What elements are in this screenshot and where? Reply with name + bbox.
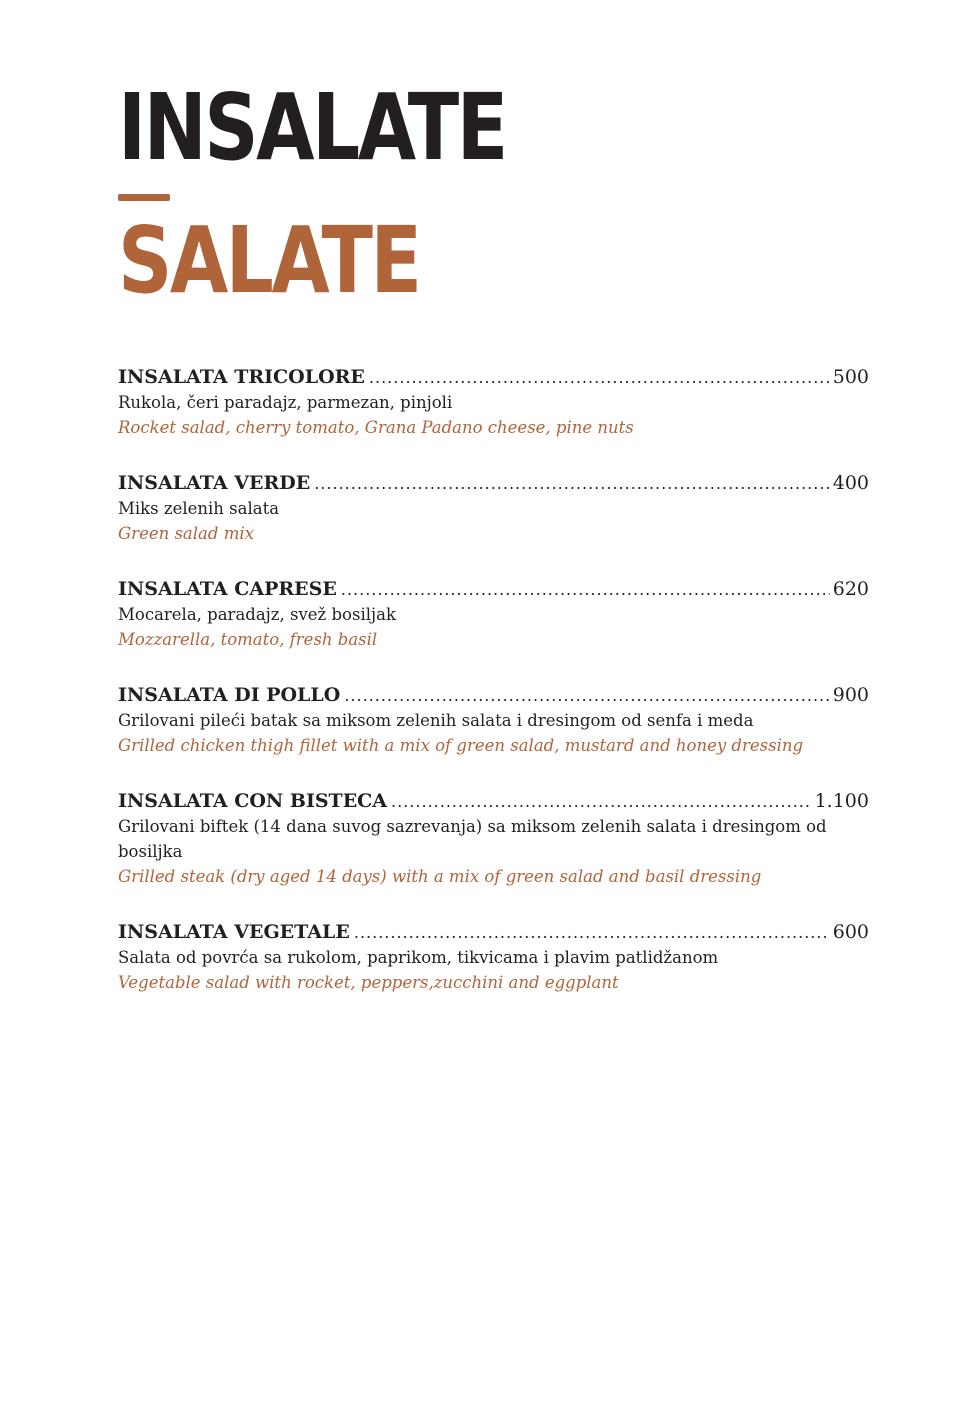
menu-item-description-serbian: Grilovani pileći batak sa miksom zelenih salata i dresingom od senfa i meda [118, 711, 754, 730]
dot-leader [341, 577, 830, 602]
menu-item-description-english: Green salad mix [118, 524, 254, 543]
dot-leader [314, 471, 830, 496]
menu-item-name: INSALATA CON BISTECA [118, 790, 388, 812]
menu-item-header [118, 365, 869, 390]
menu-item-description-english: Mozzarella, tomato, fresh basil [118, 630, 378, 649]
menu-item [118, 577, 869, 652]
dot-leader [344, 683, 829, 708]
menu-item-description-serbian: Grilovani biftek (14 dana suvog sazrevanja) sa miksom zelenih salata i dresingom od bosiljka [118, 817, 827, 861]
title-divider [118, 194, 170, 201]
menu-item-header [118, 789, 869, 814]
menu-item-price: 620 [832, 578, 869, 600]
menu-item-header [118, 683, 869, 708]
menu-items-list [118, 365, 869, 1026]
menu-item-price: 400 [832, 472, 869, 494]
menu-item [118, 471, 869, 546]
menu-item-description-english: Grilled steak (dry aged 14 days) with a mix of green salad and basil dressing [118, 867, 762, 886]
menu-item-price: 900 [832, 684, 869, 706]
dot-leader [354, 920, 830, 945]
menu-item [118, 789, 869, 889]
menu-item-description-serbian: Mocarela, paradajz, svež bosiljak [118, 605, 396, 624]
menu-item-price: 600 [832, 921, 869, 943]
menu-page [118, 74, 869, 992]
menu-item-name: INSALATA TRICOLORE [118, 366, 365, 388]
menu-item-header [118, 471, 869, 496]
menu-item-name: INSALATA DI POLLO [118, 684, 341, 706]
menu-item [118, 365, 869, 440]
section-title-italian: INSALATE [118, 74, 506, 181]
menu-item-price: 1.100 [814, 790, 869, 812]
dot-leader [391, 789, 812, 814]
section-title-serbian: SALATE [118, 207, 420, 314]
menu-item-description-english: Grilled chicken thigh fillet with a mix of green salad, mustard and honey dressing [118, 736, 804, 755]
dot-leader [369, 365, 830, 390]
menu-item-name: INSALATA VERDE [118, 472, 311, 494]
menu-item-description-serbian: Rukola, čeri paradajz, parmezan, pinjoli [118, 393, 453, 412]
menu-item-name: INSALATA VEGETALE [118, 921, 350, 943]
menu-item-description-english: Vegetable salad with rocket, peppers,zucchini and eggplant [118, 973, 619, 992]
menu-item-name: INSALATA CAPRESE [118, 578, 337, 600]
menu-item-description-english: Rocket salad, cherry tomato, Grana Padano cheese, pine nuts [118, 418, 634, 437]
menu-item-description-serbian: Miks zelenih salata [118, 499, 280, 518]
menu-item [118, 683, 869, 758]
menu-item-price: 500 [832, 366, 869, 388]
menu-item-header [118, 920, 869, 945]
menu-item-description-serbian: Salata od povrća sa rukolom, paprikom, tikvicama i plavim patlidžanom [118, 948, 719, 967]
menu-item [118, 920, 869, 995]
menu-item-header [118, 577, 869, 602]
